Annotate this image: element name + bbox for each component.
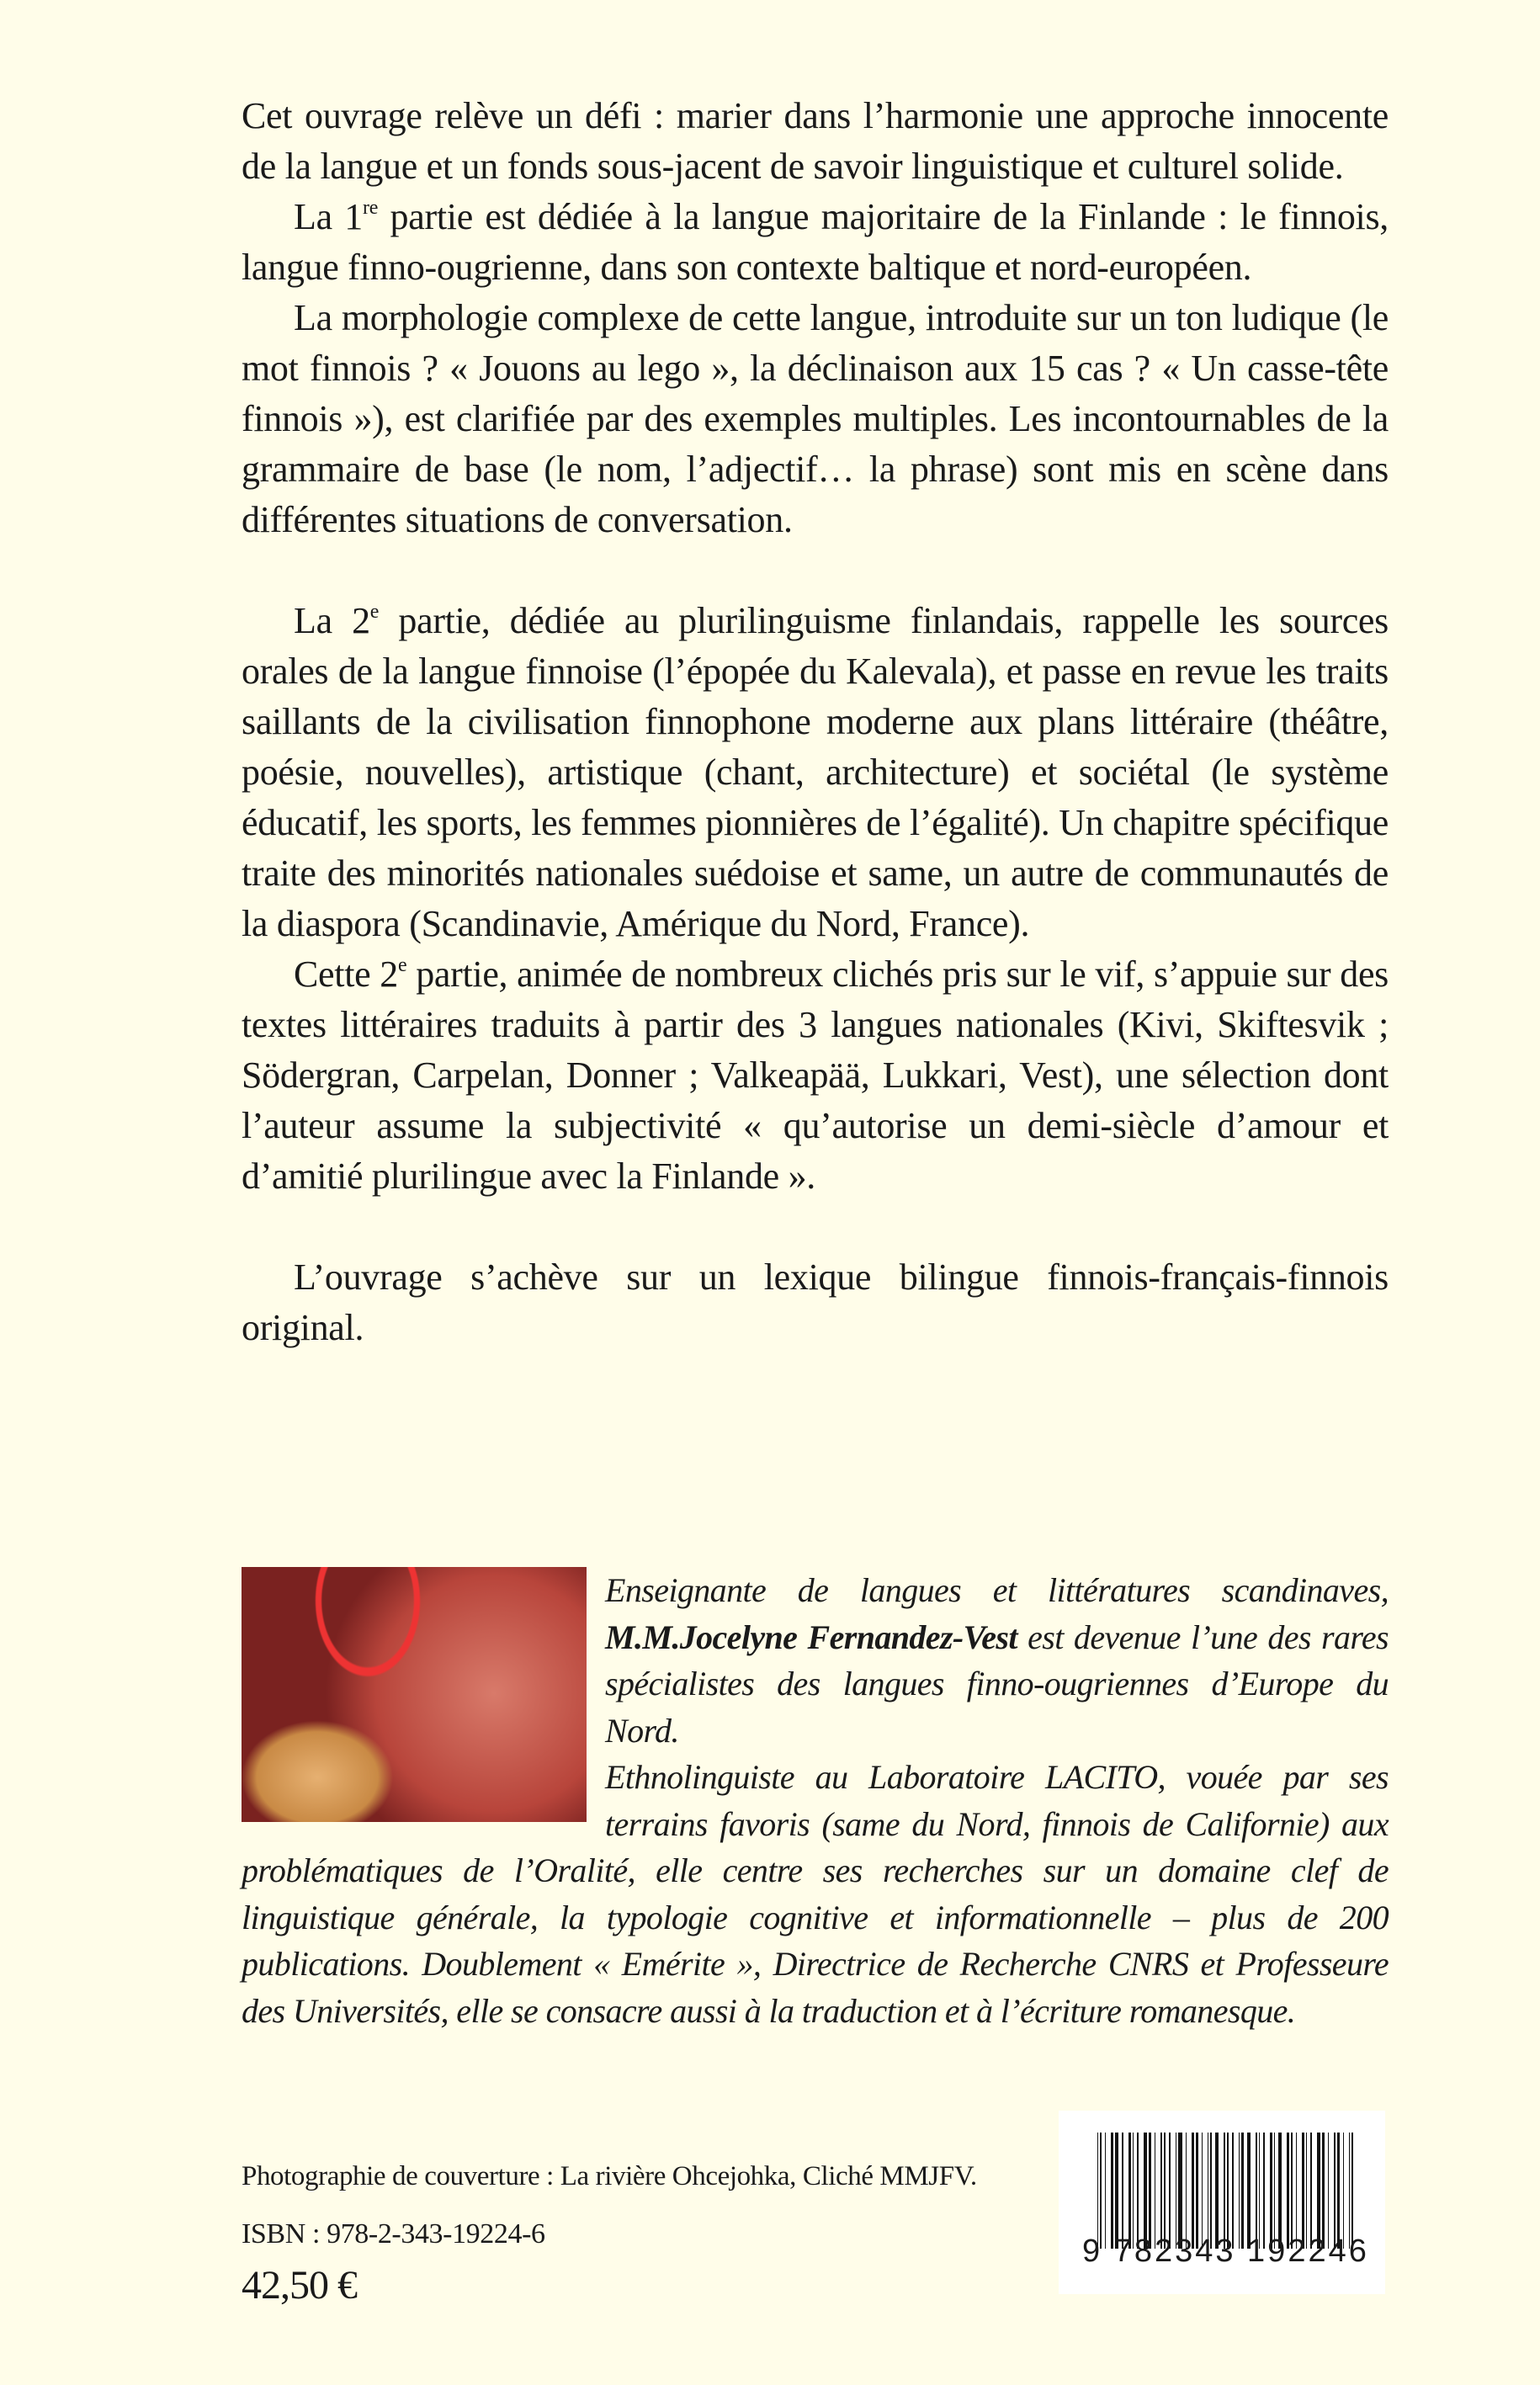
back-cover-blurb [242, 91, 1389, 1353]
barcode-bar [1349, 2133, 1350, 2249]
author-name: M.M.Jocelyne Fernandez-Vest [605, 1617, 1017, 1656]
barcode-bar [1291, 2133, 1292, 2249]
text: partie, dédiée au plurilinguisme finlandais, rappelle les sources orales de la langue finnoise (l’épopée du Kalevala), et passe en revue les traits saillants de la civilisation finnophone moderne aux plans littéraire (théâtre, poésie, nouvelles), artistique (chant, architecture) et sociétal (le système éducatif, les sports, les femmes pionnières de l’égalité). Un chapitre spécifique traite des minorités nationales suédoise et same, un autre de communautés de la diaspora (Scandinavie, Amérique du Nord, France). [242, 600, 1389, 944]
barcode-bar [1160, 2133, 1161, 2249]
barcode-bar [1100, 2133, 1101, 2249]
barcode-bar [1334, 2133, 1335, 2249]
barcode-bar [1097, 2133, 1098, 2249]
photo-credit: Photographie de couverture : La rivière Ohcejohka, Cliché MMJFV. [242, 2161, 977, 2191]
text: La 1 [294, 196, 364, 237]
barcode-bar [1296, 2133, 1297, 2249]
blurb-paragraph-lexicon: L’ouvrage s’achève sur un lexique bilingue finnois-français-finnois original. [242, 1256, 1389, 1348]
barcode-bar [1306, 2133, 1307, 2249]
barcode-bar [1274, 2133, 1275, 2249]
barcode-bar [1202, 2133, 1203, 2249]
barcode-number: 9 782343 192246 [1082, 2234, 1369, 2269]
barcode-bar [1278, 2133, 1282, 2249]
barcode-bar [1241, 2133, 1244, 2249]
author-photo [242, 1567, 587, 1822]
blurb-paragraph-intro: Cet ouvrage relève un défi : marier dans l’harmonie une approche innocente de la langue et un fonds sous-jacent de savoir linguistique et culturel solide. [242, 95, 1389, 187]
barcode-bar [1186, 2133, 1187, 2249]
barcode-bar [1351, 2133, 1352, 2249]
barcode-bar [1337, 2133, 1340, 2249]
barcode-bar [1105, 2133, 1106, 2249]
barcode-bar [1210, 2133, 1211, 2249]
barcode-bar [1137, 2133, 1138, 2249]
barcode-bar [1164, 2133, 1166, 2249]
barcode-bar [1128, 2133, 1131, 2249]
barcode-bar [1192, 2133, 1194, 2249]
author-bio [242, 1567, 1389, 2034]
text: Cette 2 [294, 953, 398, 995]
barcode-bar [1302, 2133, 1304, 2249]
barcode-bar [1328, 2133, 1329, 2249]
barcode-bar [1178, 2133, 1182, 2249]
barcode-bar [1169, 2133, 1170, 2249]
superscript: e [369, 601, 380, 623]
barcode-bar [1287, 2133, 1289, 2249]
barcode-bar [1133, 2133, 1134, 2249]
bio-paragraph-2: Ethnolinguiste au Laboratoire LACITO, vouée par ses terrains favoris (same du Nord, finnois de Californie) aux problématiques de l’Oralité, elle centre ses recherches sur un domaine clef de linguistique générale, la typologie cognitive et informationnelle – plus de 200 publications. Doublement « Emérite », Directrice de Recherche CNRS et Professeure des Universités, elle se consacre aussi à la traduction et à l’écriture romanesque. [242, 1758, 1389, 2030]
blurb-paragraph-part2 [242, 596, 1389, 949]
barcode-bar [1227, 2133, 1229, 2249]
barcode-bar [1270, 2133, 1272, 2249]
barcode-bar [1149, 2133, 1151, 2249]
superscript: re [363, 197, 379, 219]
barcode-bar [1122, 2133, 1123, 2249]
price: 42,50 € [242, 2263, 357, 2308]
text: partie est dédiée à la langue majoritaire de la Finlande : le finnois, langue finno-ougrienne, dans son contexte baltique et nord-européen. [242, 196, 1389, 288]
blurb-paragraph-part2-texts [242, 949, 1389, 1202]
barcode-bar [1259, 2133, 1260, 2249]
barcode-bar [1144, 2133, 1147, 2249]
blurb-paragraph-morphology: La morphologie complexe de cette langue, introduite sur un ton ludique (le mot finnois ? « Jouons au lego », la déclinaison aux 15 cas ? « Un casse-tête finnois »), est clarifiée par des exemples multiples. Les incontournables de la grammaire de base (le nom, l’adjectif… la phrase) sont mis en scène dans différentes situations de conversation. [242, 297, 1389, 540]
superscript: e [397, 954, 407, 976]
text: Enseignante de langues et littératures scandinaves, [605, 1571, 1389, 1609]
barcode-bars [1097, 2133, 1357, 2249]
barcode-bar [1239, 2133, 1240, 2249]
barcode-bar [1215, 2133, 1219, 2249]
blurb-paragraph-part1 [242, 192, 1389, 293]
text: partie, animée de nombreux clichés pris sur le vif, s’appuie sur des textes littéraires traduits à partir des 3 langues nationales (Kivi, Skiftesvik ; Södergran, Carpelan, Donner ; Valkeapää, Lukkari, Vest), une sélection dont l’auteur assume la subjectivité « qu’autorise un demi-siècle d’amour et d’amitié plurilingue avec la Finlande ». [242, 953, 1389, 1197]
barcode [1059, 2111, 1385, 2294]
text: La 2 [294, 600, 370, 641]
barcode-bar [1115, 2133, 1118, 2249]
barcode-bar [1263, 2133, 1264, 2249]
barcode-bar [1322, 2133, 1325, 2249]
barcode-bar [1317, 2133, 1320, 2249]
barcode-bar [1196, 2133, 1198, 2249]
barcode-bar [1232, 2133, 1233, 2249]
barcode-bar [1310, 2133, 1311, 2249]
text: est devenue l’une des rares spécialistes des langues finno-ougriennes d’Europe du Nord. [605, 1617, 1389, 1750]
barcode-bar [1247, 2133, 1251, 2249]
barcode-bar [1343, 2133, 1344, 2249]
isbn: ISBN : 978-2-343-19224-6 [242, 2218, 545, 2250]
barcode-bar [1111, 2133, 1113, 2249]
